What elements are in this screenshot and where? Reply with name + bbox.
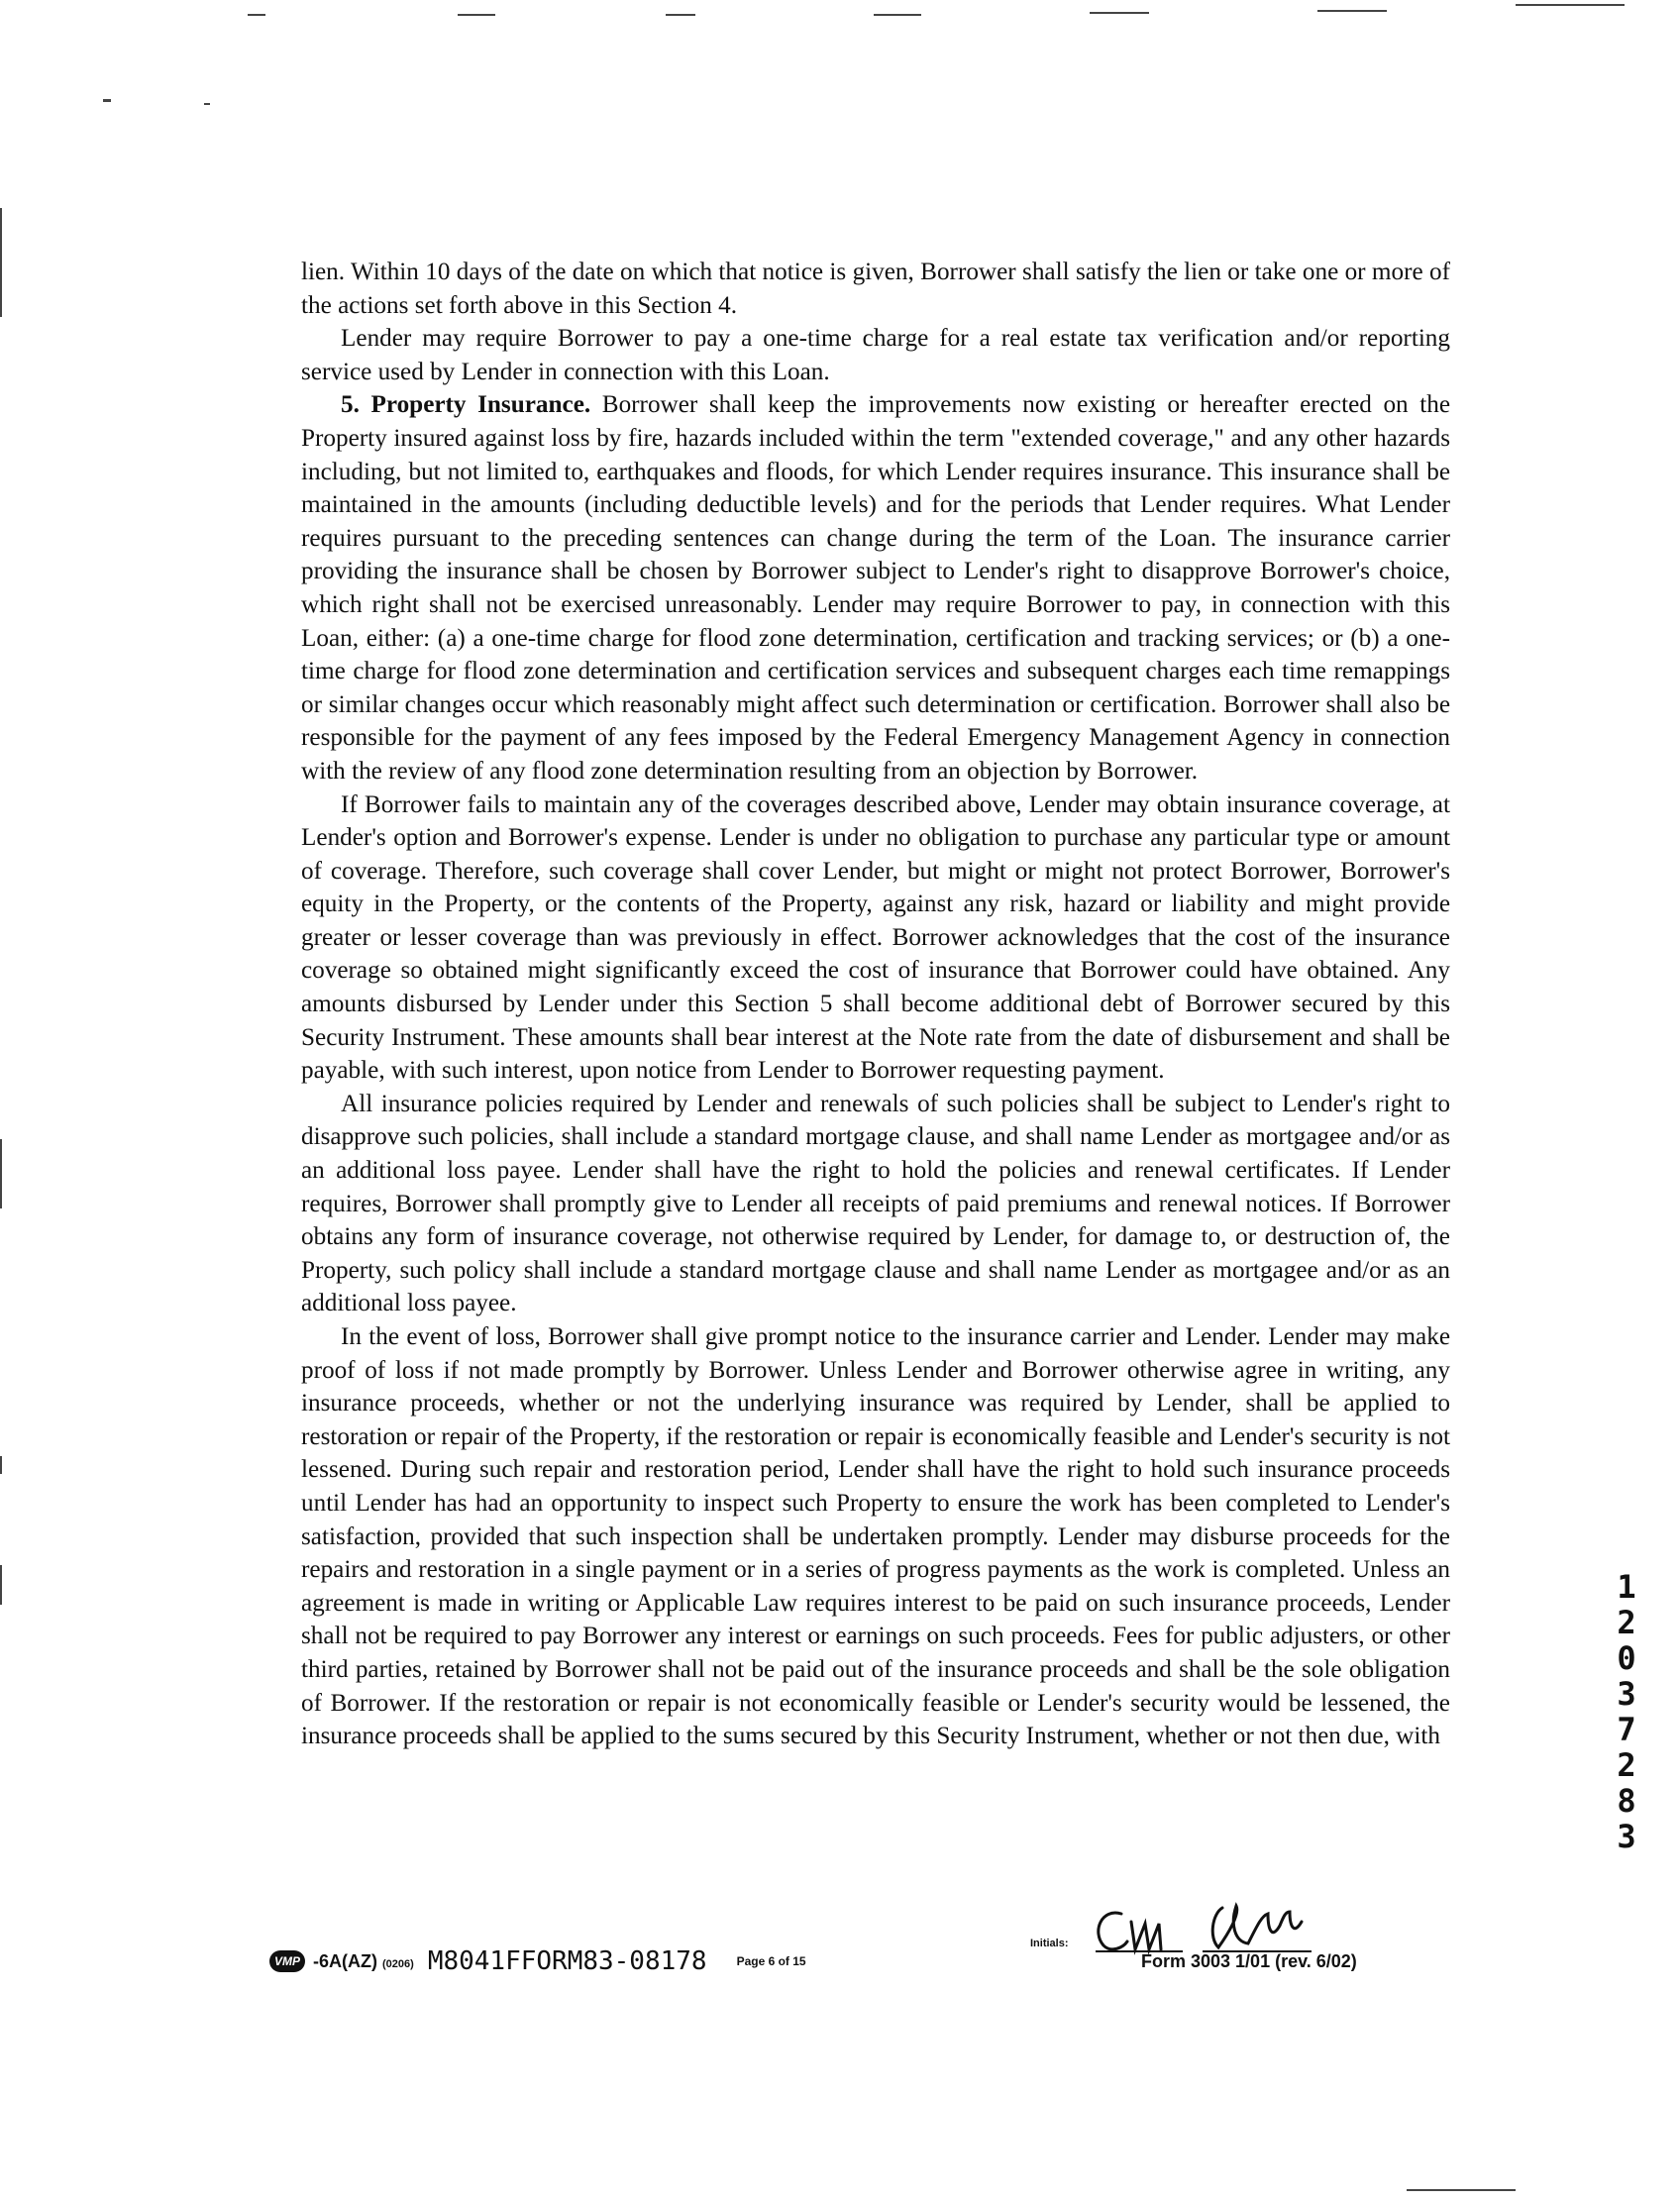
scan-mark [0,1456,2,1474]
vmp-logo [269,1950,305,1972]
paragraph-event-of-loss: In the event of loss, Borrower shall give prompt notice to the insurance carrier and Lender. Lender may make proof of loss if not made promptly by Borrower. Unless Lender and Borrower otherwise agree in writing, any insurance proceeds, whether or not the underlying insurance was required by Lender, shall be applied to restoration or repair of the Property, if the restoration or repair is economically feasible and Lender's security is not lessened. During such repair and restoration period, Lender shall have the right to hold such insurance proceeds until Lender has had an opportunity to inspect such Property to ensure the work has been completed to Lender's satisfaction, provided that such inspection shall be undertaken promptly. Lender may disburse proceeds for the repairs and restoration in a single payment or in a series of progress payments as the work is completed. Unless an agreement is made in writing or Applicable Law requires interest to be paid on such insurance proceeds, Lender shall not be required to pay Borrower any interest or earnings on such proceeds. Fees for public adjusters, or other third parties, retained by Borrower shall not be paid out of the insurance proceeds and shall be the sole obligation of Borrower. If the restoration or repair is not economically feasible or Lender's security would be lessened, the insurance proceeds shall be applied to the sums secured by this Security Instrument, whether or not then due, with [301,1323,1450,1750]
paragraph-tax-verification: Lender may require Borrower to pay a one-time charge for a real estate tax verification and/or reporting service used by Lender in connection with this Loan. [301,325,1450,385]
form-code-label: -6A(AZ) [313,1950,377,1971]
scan-mark [874,14,921,16]
footer-initials [1030,1894,1446,1983]
paragraph-text: Borrower shall keep the improvements now existing or hereafter erected on the Property insured against loss by fire, hazards included within the term "extended coverage," and any other hazards including, but not limited to, earthquakes and floods, for which Lender requires insurance. This insurance shall be maintained in the amounts (including deductible levels) and for the periods that Lender requires. What Lender requires pursuant to the preceding sentences can change during the term of the Loan. The insurance carrier providing the insurance shall be chosen by Borrower subject to Lender's right to disapprove Borrower's choice, which right shall not be exercised unreasonably. Lender may require Borrower to pay, in connection with this Loan, either: (a) a one-time charge for flood zone determination, certification and tracking services; or (b) a one-time charge for flood zone determination and certification services and subsequent charges each time remappings or similar changes occur which reasonably might affect such determination or certification. Borrower shall also be responsible for the payment of any fees imposed by the Federal Emergency Management Agency in connection with the review of any flood zone determination resulting from an objection by Borrower. [301,391,1450,785]
scan-mark [0,1565,2,1605]
scan-mark [0,208,2,317]
initials-label: Initials: [1030,1938,1069,1949]
scan-mark [103,99,111,102]
section-heading: 5. Property Insurance. [341,391,591,419]
page-number: Page 6 of 15 [736,1954,806,1968]
initials-cm-stroke [1099,1913,1161,1949]
paragraph-policy-requirements: All insurance policies required by Lender and renewals of such policies shall be subject to Lender's right to disapprove such policies, shall include a standard mortgage clause, and shall name Lender as mortgagee and/or as an additional loss payee. Lender shall have the right to hold the policies and renewal certificates. If Lender requires, Borrower shall promptly give to Lender all receipts of paid premiums and renewal notices. If Borrower obtains any form of insurance coverage, not otherwise required by Lender, for damage to, or destruction of, the Property, such policy shall include a standard mortgage clause and shall name Lender as mortgagee and/or as an additional loss payee. [301,1090,1450,1317]
footer-form-info [269,1941,806,1981]
scan-mark [1407,2189,1516,2191]
margin-recording-stamp: 12037 283 [1617,1568,1636,1855]
scan-mark [204,103,210,105]
loan-id: M8041FFORM83-08178 [427,1946,707,1976]
scan-mark [0,1139,2,1208]
logo-text: VMP [273,1954,300,1968]
scan-mark [248,14,265,16]
document-body [301,256,1450,1753]
scan-mark [1516,4,1625,6]
paragraph-continuation: lien. Within 10 days of the date on which that notice is given, Borrower shall satisfy the lien or take one or more of the actions set forth above in this Section 4. [301,259,1450,319]
scan-mark [1090,12,1149,14]
form-code-date: (0206) [382,1957,414,1970]
initials-bjm-stroke [1212,1906,1302,1947]
scan-mark [666,14,695,16]
scan-mark [458,14,495,16]
scan-mark [1317,10,1387,12]
paragraph-property-insurance [301,388,1450,787]
form-number: Form 3003 1/01 (rev. 6/02) [1141,1951,1357,1971]
paragraph-lender-coverage: If Borrower fails to maintain any of the coverages described above, Lender may obtain insurance coverage, at Lender's option and Borrower's expense. Lender is under no obligation to purchase any particular type or amount of coverage. Therefore, such coverage shall cover Lender, but might or might not protect Borrower, Borrower's equity in the Property, or the contents of the Property, against any risk, hazard or liability and might provide greater or lesser coverage than was previously in effect. Borrower acknowledges that the cost of the insurance coverage so obtained might significantly exceed the cost of insurance that Borrower could have obtained. Any amounts disbursed by Lender under this Section 5 shall become additional debt of Borrower secured by this Security Instrument. These amounts shall bear interest at the Note rate from the date of disbursement and shall be payable, with such interest, upon notice from Lender to Borrower requesting payment. [301,790,1450,1085]
form-code [313,1951,414,1972]
